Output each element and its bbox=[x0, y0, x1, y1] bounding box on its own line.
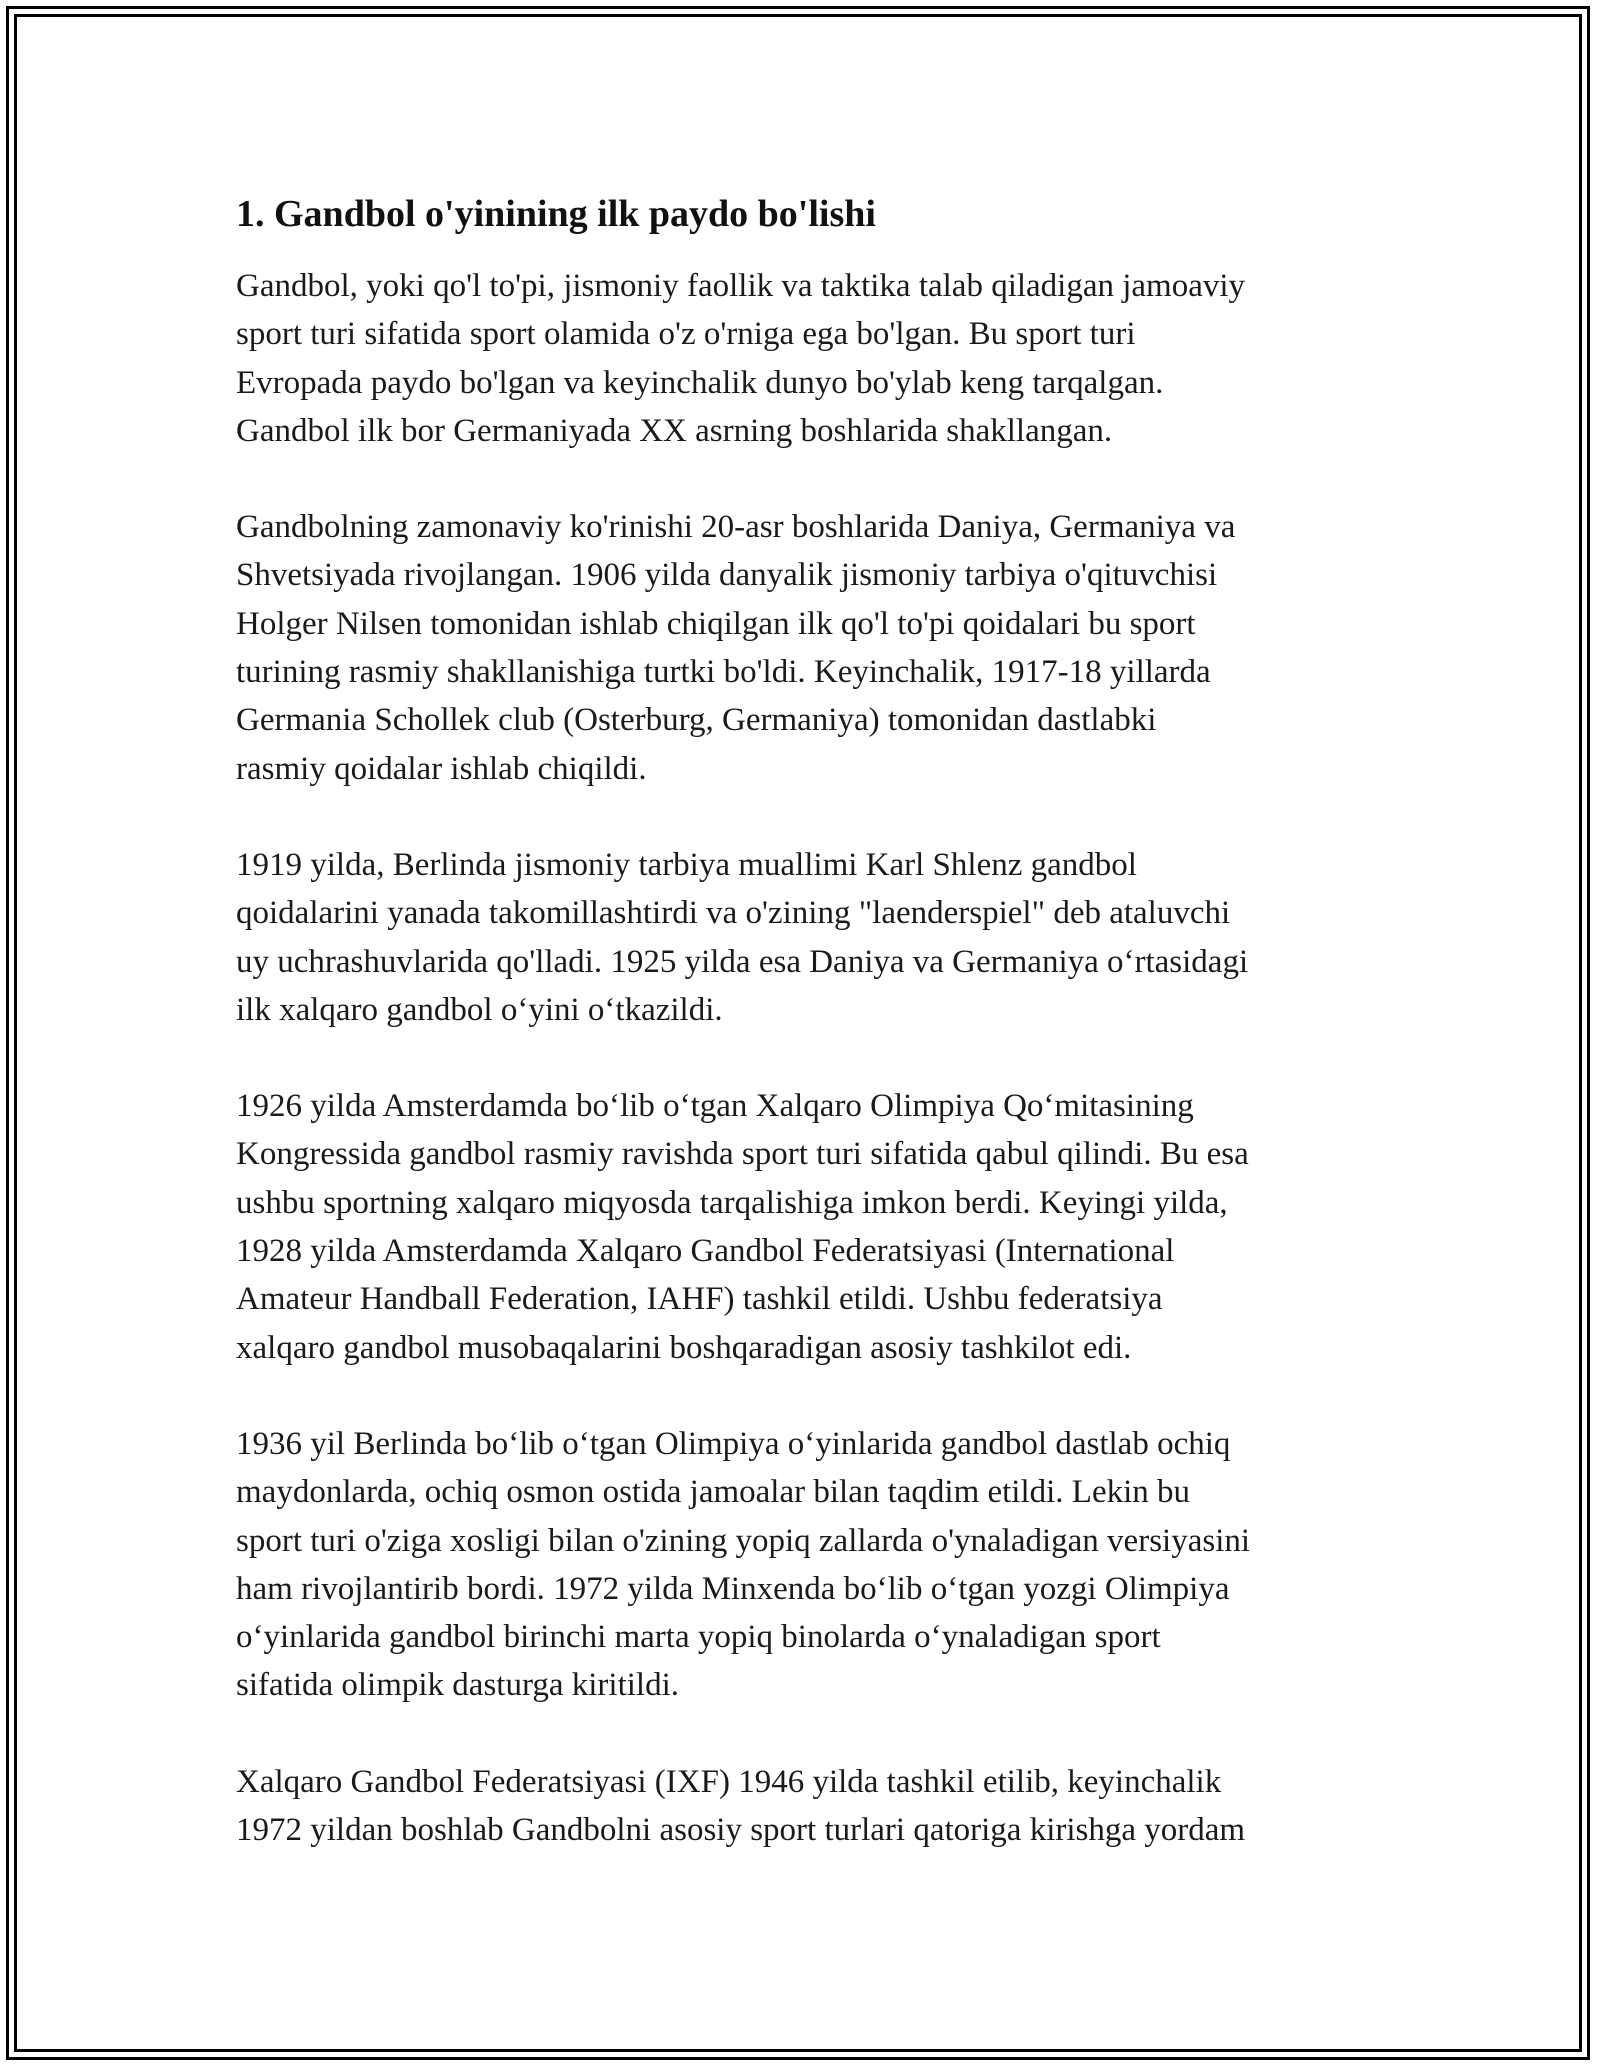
text-line: Gandbol ilk bor Germaniyada XX asrning boshlarida shakllangan. bbox=[236, 412, 1113, 449]
text-line: 1972 yildan boshlab Gandbolni asosiy sport turlari qatoriga kirishga yordam bbox=[236, 1812, 1246, 1849]
text-line: 1926 yilda Amsterdamda bo‘lib o‘tgan Xalqaro Olimpiya Qo‘mitasining bbox=[236, 1088, 1194, 1125]
text-line: Gandbolning zamonaviy ko'rinishi 20-asr boshlarida Daniya, Germaniya va bbox=[236, 509, 1236, 546]
text-line: maydonlarda, ochiq osmon ostida jamoalar bilan taqdim etildi. Lekin bu bbox=[236, 1474, 1191, 1511]
document-body bbox=[236, 186, 1386, 1902]
paragraph-1919 bbox=[236, 841, 1386, 1034]
text-line: ham rivojlantirib bordi. 1972 yilda Minxenda bo‘lib o‘tgan yozgi Olimpiya bbox=[236, 1570, 1230, 1607]
paragraph-origin bbox=[236, 262, 1386, 455]
text-line: qoidalarini yanada takomillashtirdi va o'zining "laenderspiel" deb ataluvchi bbox=[236, 895, 1231, 932]
text-line: Holger Nilsen tomonidan ishlab chiqilgan ilk qo'l to'pi qoidalari bu sport bbox=[236, 605, 1196, 642]
text-line: ushbu sportning xalqaro miqyosda tarqalishiga imkon berdi. Keyingi yilda, bbox=[236, 1184, 1228, 1221]
text-line: 1936 yil Berlinda bo‘lib o‘tgan Olimpiya o‘yinlarida gandbol dastlab ochiq bbox=[236, 1425, 1231, 1462]
text-line: 1919 yilda, Berlinda jismoniy tarbiya muallimi Karl Shlenz gandbol bbox=[236, 846, 1137, 883]
paragraph-1926 bbox=[236, 1082, 1386, 1372]
text-line: rasmiy qoidalar ishlab chiqildi. bbox=[236, 750, 647, 787]
text-line: sport turi sifatida sport olamida o'z o'rniga ega bo'lgan. Bu sport turi bbox=[236, 316, 1136, 353]
paragraph-modern-form bbox=[236, 503, 1386, 793]
text-line: o‘yinlarida gandbol birinchi marta yopiq binolarda o‘ynaladigan sport bbox=[236, 1619, 1161, 1656]
text-line: 1928 yilda Amsterdamda Xalqaro Gandbol Federatsiyasi (International bbox=[236, 1233, 1175, 1270]
paragraph-1936 bbox=[236, 1420, 1386, 1710]
text-line: ilk xalqaro gandbol o‘yini o‘tkazildi. bbox=[236, 991, 723, 1028]
text-line: Xalqaro Gandbol Federatsiyasi (IXF) 1946 yilda tashkil etilib, keyinchalik bbox=[236, 1763, 1222, 1800]
text-line: uy uchrashuvlarida qo'lladi. 1925 yilda esa Daniya va Germaniya o‘rtasidagi bbox=[236, 943, 1249, 980]
text-line: turining rasmiy shakllanishiga turtki bo'ldi. Keyinchalik, 1917-18 yillarda bbox=[236, 654, 1211, 691]
text-line: Kongressida gandbol rasmiy ravishda sport turi sifatida qabul qilindi. Bu esa bbox=[236, 1136, 1249, 1173]
section-heading: 1. Gandbol o'yinining ilk paydo bo'lishi bbox=[236, 193, 876, 235]
text-line: Shvetsiyada rivojlangan. 1906 yilda danyalik jismoniy tarbiya o'qituvchisi bbox=[236, 557, 1218, 594]
text-line: sifatida olimpik dasturga kiritildi. bbox=[236, 1667, 680, 1704]
paragraph-ixf bbox=[236, 1758, 1386, 1855]
text-line: Amateur Handball Federation, IAHF) tashkil etildi. Ushbu federatsiya bbox=[236, 1281, 1163, 1318]
text-line: sport turi o'ziga xosligi bilan o'zining yopiq zallarda o'ynaladigan versiyasini bbox=[236, 1522, 1251, 1559]
text-line: xalqaro gandbol musobaqalarini boshqaradigan asosiy tashkilot edi. bbox=[236, 1329, 1132, 1366]
text-line: Gandbol, yoki qo'l to'pi, jismoniy faollik va taktika talab qiladigan jamoaviy bbox=[236, 268, 1246, 304]
text-line: Germania Schollek club (Osterburg, Germaniya) tomonidan dastlabki bbox=[236, 702, 1157, 739]
text-line: Evropada paydo bo'lgan va keyinchalik dunyo bo'ylab keng tarqalgan. bbox=[236, 364, 1164, 401]
